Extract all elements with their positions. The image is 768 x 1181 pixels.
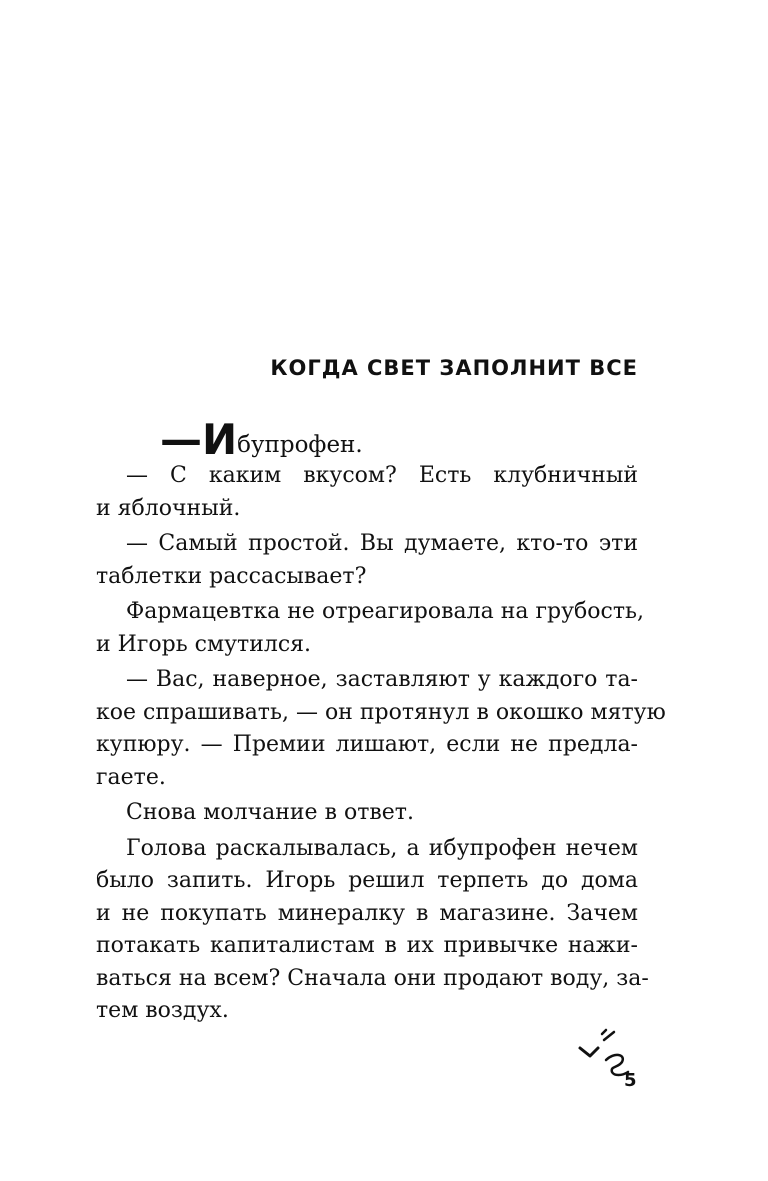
text-line: Голова раскалывалась, а ибупрофен нечем	[126, 835, 638, 861]
lead-line	[160, 415, 363, 464]
text-line: потакать капиталистам в их привычке нажи-	[96, 933, 638, 958]
text-line: Снова молчание в ответ.	[126, 800, 414, 825]
text-line: — С каким вкусом? Есть клубничный	[126, 463, 638, 488]
text-line: кое спрашивать, — он протянул в окошко мятую	[96, 699, 666, 725]
lead-dash: —	[160, 415, 202, 464]
paragraph	[96, 528, 638, 593]
text-line: — Вас, наверное, заставляют у каждого та-	[126, 667, 638, 692]
page-number: 5	[624, 1070, 637, 1091]
body-text	[96, 460, 666, 1031]
text-line: Фармацевтка не отреагировала на грубость,	[126, 599, 644, 624]
lead-text: бупрофен.	[237, 432, 363, 458]
running-header: КОГДА СВЕТ ЗАПОЛНИТ ВСЕ	[270, 356, 638, 380]
text-line: купюру. — Премии лишают, если не предла-	[96, 732, 638, 757]
drop-initial: И	[202, 415, 238, 464]
text-line: таблетки рассасывает?	[96, 563, 367, 589]
paragraph	[96, 460, 638, 525]
paragraph	[96, 797, 638, 830]
text-line: тем воздух.	[96, 998, 229, 1023]
text-line: и не покупать минералку в магазине. Зачем	[96, 900, 638, 926]
text-line: гаете.	[96, 764, 166, 790]
text-line: ваться на всем? Сначала они продают воду, за-	[96, 965, 649, 991]
paragraph	[96, 833, 649, 1028]
text-line: и яблочный.	[96, 495, 241, 521]
text-line: было запить. Игорь решил терпеть до дома	[96, 868, 638, 893]
text-line: — Самый простой. Вы думаете, кто-то эти	[126, 531, 638, 556]
text-line: и Игорь смутился.	[96, 631, 312, 657]
paragraph	[96, 664, 666, 794]
paragraph	[96, 596, 644, 661]
